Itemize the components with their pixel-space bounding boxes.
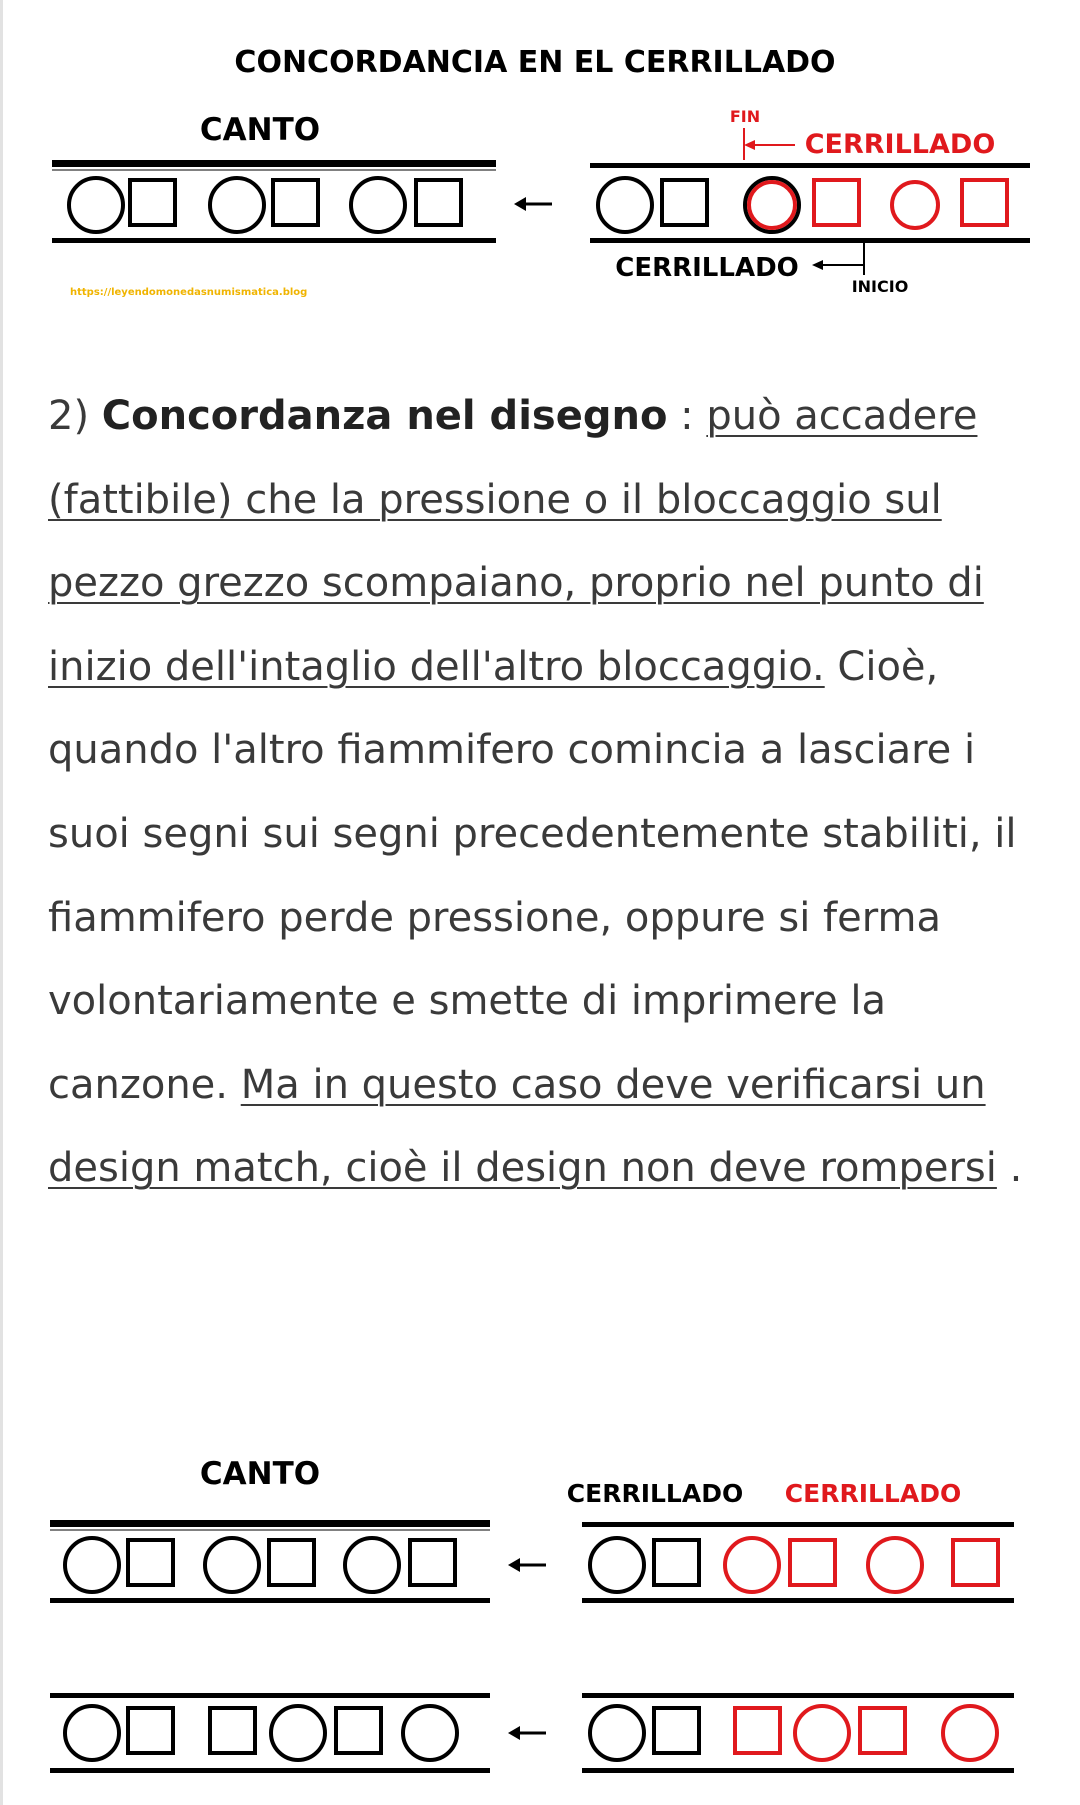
- arrow-left-icon: [508, 1558, 546, 1572]
- heading-colon: :: [667, 393, 707, 439]
- arrow-left-icon: [508, 1726, 546, 1740]
- circle-mark-red: [795, 1706, 849, 1760]
- source-url: https://leyendomonedasnumismatica.blog: [70, 287, 308, 298]
- circle-mark: [65, 1706, 119, 1760]
- square-mark: [210, 1708, 255, 1753]
- edge-strip-row1-left: [50, 1520, 490, 1603]
- circle-mark: [351, 178, 405, 232]
- circle-mark-red: [943, 1706, 997, 1760]
- square-mark: [410, 1540, 455, 1585]
- edge-strip-row2-right: [582, 1693, 1014, 1773]
- cerrillado-label-black: CERRILLADO: [566, 1479, 744, 1508]
- arrow-left-icon: [514, 197, 552, 211]
- figure-title: CONCORDANCIA EN EL CERRILLADO: [234, 45, 836, 80]
- square-mark: [128, 1708, 173, 1753]
- circle-mark: [590, 1706, 644, 1760]
- figure-design-match: [0, 1410, 1080, 1805]
- square-mark: [130, 180, 175, 225]
- circle-mark: [205, 1538, 259, 1592]
- cerrillado-label-red: CERRILLADO: [784, 1479, 962, 1508]
- circle-mark: [345, 1538, 399, 1592]
- circle-mark: [210, 178, 264, 232]
- circle-mark: [403, 1706, 457, 1760]
- section-heading: Concordanza nel disegno: [101, 393, 668, 439]
- square-mark-red: [953, 1540, 998, 1585]
- square-mark-red: [814, 180, 859, 225]
- square-mark: [654, 1708, 699, 1753]
- square-mark: [416, 180, 461, 225]
- body-text-1: Cioè, quando l'altro fiammifero comincia a lasciare i suoi segni sui segni precedentemente stabiliti, il fiammifero perde pressione, oppure si ferma volontariamente e smette di imprimere la canzone.: [48, 643, 1017, 1108]
- circle-mark-red: [892, 182, 938, 228]
- edge-strip-row1-right: [582, 1522, 1014, 1603]
- section-number: 2): [48, 393, 90, 439]
- cerrillado-label-bottom: CERRILLADO: [615, 253, 799, 283]
- arrow-left-icon-red: [744, 140, 795, 150]
- circle-mark: [65, 1538, 119, 1592]
- underlined-text-2: Ma in questo caso deve verificarsi un design match, cioè il design non deve rompersi: [48, 1061, 997, 1192]
- edge-strip-left: [52, 160, 496, 243]
- canto-label: CANTO: [199, 112, 321, 148]
- underlined-text-1: può accadere (fattibile) che la pressione o il bloccaggio sul pezzo grezzo scompaiano, proprio nel punto di inizio dell'intaglio dell'altro bloccaggio.: [48, 393, 984, 690]
- square-mark-red: [790, 1540, 835, 1585]
- figure-concordancia: [0, 0, 1080, 320]
- inicio-label: INICIO: [851, 277, 909, 296]
- arrow-left-icon-small: [812, 260, 864, 270]
- edge-strip-row2-left: [50, 1693, 490, 1773]
- circle-mark: [590, 1538, 644, 1592]
- fin-label: FIN: [729, 107, 761, 126]
- circle-mark: [745, 178, 799, 232]
- square-mark-red: [735, 1708, 780, 1753]
- cerrillado-label-top: CERRILLADO: [804, 129, 996, 160]
- circle-mark-red: [868, 1538, 922, 1592]
- article-paragraph: [48, 375, 1048, 1211]
- canto-label: CANTO: [199, 1456, 321, 1492]
- circle-mark: [69, 178, 123, 232]
- circle-mark: [598, 178, 652, 232]
- circle-mark-red: [749, 182, 795, 228]
- circle-mark: [271, 1706, 325, 1760]
- square-mark: [269, 1540, 314, 1585]
- square-mark: [128, 1540, 173, 1585]
- square-mark-red: [962, 180, 1007, 225]
- square-mark: [654, 1540, 699, 1585]
- square-mark: [273, 180, 318, 225]
- square-mark-red: [860, 1708, 905, 1753]
- square-mark: [662, 180, 707, 225]
- circle-mark-red: [725, 1538, 779, 1592]
- edge-strip-right: [590, 163, 1030, 243]
- square-mark: [336, 1708, 381, 1753]
- body-text-2: .: [996, 1145, 1023, 1192]
